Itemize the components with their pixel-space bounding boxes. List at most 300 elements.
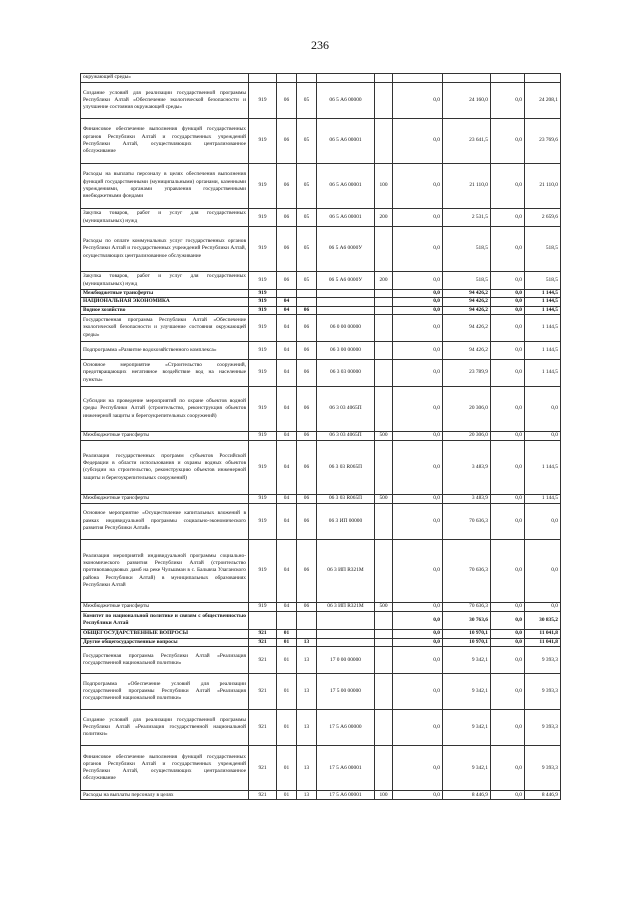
cell-expense-type — [375, 74, 393, 83]
cell-description: ОБЩЕГОСУДАРСТВЕННЫЕ ВОПРОСЫ — [81, 629, 249, 638]
cell-expense-type — [375, 647, 393, 674]
table-row — [81, 386, 561, 431]
cell-subsection: 13 — [297, 647, 317, 674]
table-row — [81, 602, 561, 611]
cell-description: Субсидии на проведение мероприятий по охране объектов водной среды Республики Алтай (строительство, реконструкция объектов инженерной защиты и берегоукрепительных сооружений) — [81, 386, 249, 431]
cell-subsection — [297, 290, 317, 298]
cell-amount-3: 0,0 — [491, 440, 525, 494]
cell-ministry-code: 919 — [249, 386, 277, 431]
cell-amount-4: 1 144,5 — [525, 341, 561, 359]
cell-description: Основное мероприятие «Строительство сооружений, предотвращающих негативное воздействие вод на населенные пункты» — [81, 359, 249, 386]
cell-amount-1: 0,0 — [393, 83, 443, 119]
cell-amount-1: 0,0 — [393, 290, 443, 298]
cell-amount-3: 0,0 — [491, 164, 525, 209]
cell-amount-2: 20 306,0 — [443, 386, 491, 431]
cell-amount-2: 94 426,2 — [443, 341, 491, 359]
table-row — [81, 746, 561, 791]
cell-amount-3: 0,0 — [491, 791, 525, 800]
cell-expense-type: 500 — [375, 494, 393, 503]
cell-amount-2: 30 763,6 — [443, 611, 491, 629]
cell-expense-type: 200 — [375, 272, 393, 290]
cell-subsection — [297, 629, 317, 638]
cell-subsection: 06 — [297, 494, 317, 503]
cell-ministry-code: 919 — [249, 164, 277, 209]
cell-amount-3: 0,0 — [491, 674, 525, 710]
table-row — [81, 710, 561, 746]
cell-expense-type — [375, 674, 393, 710]
table-row — [81, 164, 561, 209]
cell-amount-3: 0,0 — [491, 602, 525, 611]
table-row — [81, 791, 561, 800]
cell-section: 06 — [277, 209, 297, 227]
table-row — [81, 674, 561, 710]
cell-description: Межбюджетные трансферты — [81, 431, 249, 440]
cell-description: Государственная программа Республики Алтай «Обеспечение экологической безопасности и улучшение состояния окружающей среды» — [81, 314, 249, 341]
cell-amount-4: 0,0 — [525, 539, 561, 602]
cell-ministry-code: 919 — [249, 359, 277, 386]
cell-section: 01 — [277, 629, 297, 638]
cell-subsection — [297, 298, 317, 306]
cell-section: 04 — [277, 298, 297, 306]
cell-subsection: 13 — [297, 746, 317, 791]
cell-description: Подпрограмма «Развитие водохозяйственного комплекса» — [81, 341, 249, 359]
cell-amount-1 — [393, 74, 443, 83]
cell-amount-4: 2 659,6 — [525, 209, 561, 227]
table-row — [81, 119, 561, 164]
cell-amount-3: 0,0 — [491, 314, 525, 341]
table-row — [81, 74, 561, 83]
cell-amount-3: 0,0 — [491, 359, 525, 386]
cell-section: 04 — [277, 341, 297, 359]
cell-section: 04 — [277, 314, 297, 341]
cell-amount-1: 0,0 — [393, 359, 443, 386]
cell-amount-2 — [443, 74, 491, 83]
cell-target-article — [317, 638, 375, 646]
cell-amount-1: 0,0 — [393, 746, 443, 791]
cell-target-article — [317, 611, 375, 629]
cell-expense-type: 100 — [375, 164, 393, 209]
cell-section: 06 — [277, 83, 297, 119]
cell-amount-2: 9 342,1 — [443, 647, 491, 674]
cell-amount-4: 21 110,0 — [525, 164, 561, 209]
cell-expense-type — [375, 227, 393, 272]
cell-amount-4: 0,0 — [525, 602, 561, 611]
cell-ministry-code: 919 — [249, 209, 277, 227]
cell-amount-1: 0,0 — [393, 298, 443, 306]
cell-amount-1: 0,0 — [393, 539, 443, 602]
cell-section: 01 — [277, 710, 297, 746]
cell-expense-type: 500 — [375, 602, 393, 611]
cell-amount-1: 0,0 — [393, 119, 443, 164]
cell-amount-4: 9 393,3 — [525, 746, 561, 791]
cell-amount-3: 0,0 — [491, 209, 525, 227]
cell-amount-2: 10 970,1 — [443, 638, 491, 646]
cell-target-article — [317, 290, 375, 298]
cell-amount-2: 23 789,9 — [443, 359, 491, 386]
page-number: 236 — [311, 38, 329, 52]
cell-section: 04 — [277, 494, 297, 503]
cell-amount-2: 10 970,1 — [443, 629, 491, 638]
cell-subsection: 13 — [297, 710, 317, 746]
cell-amount-1: 0,0 — [393, 272, 443, 290]
cell-description: Водное хозяйство — [81, 306, 249, 314]
table-row — [81, 494, 561, 503]
cell-amount-4: 1 144,5 — [525, 306, 561, 314]
cell-expense-type — [375, 629, 393, 638]
cell-expense-type — [375, 341, 393, 359]
cell-description: Межбюджетные трансферты — [81, 290, 249, 298]
cell-target-article: 17 5 А6 00001 — [317, 791, 375, 800]
cell-amount-1: 0,0 — [393, 629, 443, 638]
table-row — [81, 440, 561, 494]
cell-description: НАЦИОНАЛЬНАЯ ЭКОНОМИКА — [81, 298, 249, 306]
cell-amount-2: 94 426,2 — [443, 298, 491, 306]
cell-target-article: 06 3 03 4065П — [317, 431, 375, 440]
cell-subsection: 05 — [297, 209, 317, 227]
cell-amount-2: 94 426,2 — [443, 314, 491, 341]
cell-amount-4: 0,0 — [525, 503, 561, 539]
budget-table — [80, 73, 561, 800]
cell-subsection: 06 — [297, 503, 317, 539]
cell-amount-3: 0,0 — [491, 746, 525, 791]
cell-ministry-code: 921 — [249, 791, 277, 800]
cell-expense-type: 500 — [375, 431, 393, 440]
cell-amount-4: 1 144,5 — [525, 298, 561, 306]
cell-amount-1: 0,0 — [393, 503, 443, 539]
cell-amount-1: 0,0 — [393, 227, 443, 272]
cell-expense-type — [375, 746, 393, 791]
cell-amount-3: 0,0 — [491, 503, 525, 539]
cell-amount-3: 0,0 — [491, 272, 525, 290]
cell-amount-4: 1 144,5 — [525, 314, 561, 341]
cell-section: 04 — [277, 440, 297, 494]
cell-subsection: 06 — [297, 602, 317, 611]
cell-description: Межбюджетные трансферты — [81, 494, 249, 503]
cell-amount-3: 0,0 — [491, 306, 525, 314]
cell-description: Расходы на выплаты персоналу в целях обеспечения выполнения функций государственными (муниципальными) органами, казенными учреждениями, органами управления государственными внебюджетными фондами — [81, 164, 249, 209]
cell-expense-type: 200 — [375, 209, 393, 227]
cell-amount-1: 0,0 — [393, 674, 443, 710]
cell-expense-type — [375, 290, 393, 298]
cell-ministry-code: 919 — [249, 503, 277, 539]
cell-target-article: 06 3 03 00000 — [317, 359, 375, 386]
cell-subsection: 05 — [297, 164, 317, 209]
cell-expense-type — [375, 710, 393, 746]
table-row — [81, 341, 561, 359]
cell-subsection: 06 — [297, 386, 317, 431]
cell-amount-2: 70 636,3 — [443, 503, 491, 539]
cell-ministry-code: 919 — [249, 539, 277, 602]
cell-amount-3: 0,0 — [491, 290, 525, 298]
cell-subsection: 05 — [297, 272, 317, 290]
table-row — [81, 83, 561, 119]
cell-amount-2: 21 110,0 — [443, 164, 491, 209]
cell-amount-3: 0,0 — [491, 629, 525, 638]
cell-expense-type — [375, 611, 393, 629]
cell-amount-4: 11 041,8 — [525, 638, 561, 646]
cell-ministry-code: 919 — [249, 298, 277, 306]
cell-amount-1: 0,0 — [393, 611, 443, 629]
cell-amount-3: 0,0 — [491, 638, 525, 646]
cell-amount-1: 0,0 — [393, 494, 443, 503]
cell-expense-type — [375, 638, 393, 646]
cell-amount-2: 2 531,5 — [443, 209, 491, 227]
cell-subsection: 06 — [297, 341, 317, 359]
cell-amount-3: 0,0 — [491, 539, 525, 602]
cell-target-article: 06 5 А6 00001 — [317, 119, 375, 164]
cell-target-article: 06 5 А6 00001 — [317, 209, 375, 227]
cell-section: 04 — [277, 602, 297, 611]
table-row — [81, 306, 561, 314]
cell-amount-2: 20 306,0 — [443, 431, 491, 440]
cell-target-article: 06 3 00 00000 — [317, 341, 375, 359]
cell-ministry-code: 921 — [249, 674, 277, 710]
cell-ministry-code: 921 — [249, 629, 277, 638]
cell-amount-4: 9 393,3 — [525, 710, 561, 746]
cell-section: 01 — [277, 746, 297, 791]
cell-expense-type — [375, 503, 393, 539]
cell-subsection: 05 — [297, 227, 317, 272]
cell-description: Создание условий для реализации государственной программы Республики Алтай «Реализация государственной национальной политики» — [81, 710, 249, 746]
cell-description: Основное мероприятие «Осуществление капитальных вложений в рамках индивидуальной программы социально-экономического развития Республики Алтай» — [81, 503, 249, 539]
cell-expense-type — [375, 359, 393, 386]
cell-target-article: 06 0 00 00000 — [317, 314, 375, 341]
cell-target-article: 06 5 А6 00001 — [317, 164, 375, 209]
cell-description: Межбюджетные трансферты — [81, 602, 249, 611]
cell-target-article: 06 3 ИП R321М — [317, 602, 375, 611]
cell-expense-type — [375, 83, 393, 119]
cell-description: Расходы по оплате коммунальных услуг государственных органов Республики Алтай и государственных учреждений Республики Алтай, осуществляющих централизованное обслуживание — [81, 227, 249, 272]
table-row — [81, 638, 561, 646]
cell-target-article — [317, 306, 375, 314]
cell-amount-2: 70 636,3 — [443, 602, 491, 611]
cell-target-article: 06 3 03 R065П — [317, 494, 375, 503]
cell-amount-4: 518,5 — [525, 272, 561, 290]
cell-amount-1: 0,0 — [393, 341, 443, 359]
cell-expense-type — [375, 386, 393, 431]
cell-amount-4: 11 041,8 — [525, 629, 561, 638]
cell-amount-2: 8 446,9 — [443, 791, 491, 800]
cell-subsection: 05 — [297, 119, 317, 164]
cell-amount-2: 9 342,1 — [443, 746, 491, 791]
cell-section: 01 — [277, 638, 297, 646]
cell-ministry-code: 919 — [249, 83, 277, 119]
cell-subsection: 06 — [297, 440, 317, 494]
cell-amount-1: 0,0 — [393, 164, 443, 209]
cell-amount-4: 30 835,2 — [525, 611, 561, 629]
cell-ministry-code: 919 — [249, 290, 277, 298]
cell-section: 04 — [277, 431, 297, 440]
cell-amount-1: 0,0 — [393, 314, 443, 341]
cell-section: 06 — [277, 272, 297, 290]
cell-amount-1: 0,0 — [393, 710, 443, 746]
cell-section: 01 — [277, 647, 297, 674]
cell-description: Другие общегосударственные вопросы — [81, 638, 249, 646]
cell-amount-2: 70 636,3 — [443, 539, 491, 602]
cell-amount-3: 0,0 — [491, 227, 525, 272]
cell-description: Реализация мероприятий индивидуальной программы социально-экономического развития Республики Алтай (строительство противопаводковых дамб на реке Чульшман в с. Балыкча Улаганского района Республики Алтай) в муниципальных образованиях Республики Алтай — [81, 539, 249, 602]
cell-amount-1: 0,0 — [393, 791, 443, 800]
cell-amount-4: 0,0 — [525, 431, 561, 440]
cell-amount-2: 9 342,1 — [443, 674, 491, 710]
cell-amount-2: 3 483,9 — [443, 494, 491, 503]
table-row — [81, 629, 561, 638]
cell-subsection: 06 — [297, 539, 317, 602]
cell-expense-type — [375, 298, 393, 306]
cell-amount-4: 23 769,6 — [525, 119, 561, 164]
cell-section: 04 — [277, 386, 297, 431]
cell-amount-4: 9 393,3 — [525, 647, 561, 674]
cell-target-article: 17 5 00 00000 — [317, 674, 375, 710]
cell-amount-1: 0,0 — [393, 386, 443, 431]
cell-section: 04 — [277, 306, 297, 314]
cell-amount-2: 23 641,5 — [443, 119, 491, 164]
cell-amount-3: 0,0 — [491, 386, 525, 431]
cell-description: Финансовое обеспечение выполнения функций государственных органов Республики Алтай и государственных учреждений Республики Алтай, осуществляющих централизованное обслуживание — [81, 746, 249, 791]
cell-expense-type — [375, 119, 393, 164]
cell-target-article — [317, 298, 375, 306]
cell-ministry-code: 919 — [249, 602, 277, 611]
cell-amount-2: 518,5 — [443, 227, 491, 272]
table-row — [81, 503, 561, 539]
table-row — [81, 272, 561, 290]
cell-description: Комитет по национальной политике и связям с общественностью Республики Алтай — [81, 611, 249, 629]
cell-target-article: 06 3 ИП R321М — [317, 539, 375, 602]
cell-amount-4: 1 144,5 — [525, 440, 561, 494]
cell-amount-1: 0,0 — [393, 306, 443, 314]
cell-target-article — [317, 74, 375, 83]
cell-subsection: 06 — [297, 314, 317, 341]
cell-expense-type: 100 — [375, 791, 393, 800]
cell-description: Создание условий для реализации государственной программы Республики Алтай «Обеспечение экологической безопасности и улучшение состояния окружающей среды» — [81, 83, 249, 119]
cell-amount-3: 0,0 — [491, 647, 525, 674]
cell-amount-2: 24 160,0 — [443, 83, 491, 119]
cell-amount-4: 1 144,5 — [525, 290, 561, 298]
cell-description: Закупка товаров, работ и услуг для государственных (муниципальных) нужд — [81, 272, 249, 290]
cell-amount-3: 0,0 — [491, 83, 525, 119]
cell-target-article — [317, 629, 375, 638]
cell-description: Подпрограмма «Обеспечение условий для реализации государственной программы Республики Алтай «Реализация государственной национальной политики» — [81, 674, 249, 710]
table-row — [81, 431, 561, 440]
cell-target-article: 17 5 А6 00000 — [317, 710, 375, 746]
cell-section: 04 — [277, 359, 297, 386]
cell-amount-1: 0,0 — [393, 209, 443, 227]
cell-description: Расходы на выплаты персоналу в целях — [81, 791, 249, 800]
cell-ministry-code: 919 — [249, 440, 277, 494]
cell-amount-4: 24 208,1 — [525, 83, 561, 119]
cell-ministry-code: 921 — [249, 746, 277, 791]
cell-subsection: 06 — [297, 431, 317, 440]
cell-ministry-code: 919 — [249, 306, 277, 314]
cell-amount-4: 8 446,9 — [525, 791, 561, 800]
cell-amount-2: 94 426,2 — [443, 306, 491, 314]
cell-target-article: 06 5 А6 0000У — [317, 272, 375, 290]
cell-section: 06 — [277, 227, 297, 272]
cell-ministry-code: 919 — [249, 341, 277, 359]
cell-ministry-code: 919 — [249, 431, 277, 440]
cell-amount-3: 0,0 — [491, 298, 525, 306]
cell-section: 06 — [277, 119, 297, 164]
table-row — [81, 227, 561, 272]
cell-amount-3: 0,0 — [491, 341, 525, 359]
cell-amount-3: 0,0 — [491, 431, 525, 440]
cell-subsection — [297, 74, 317, 83]
cell-amount-3: 0,0 — [491, 119, 525, 164]
cell-subsection: 13 — [297, 791, 317, 800]
table-row — [81, 647, 561, 674]
cell-amount-3: 0,0 — [491, 710, 525, 746]
cell-section: 06 — [277, 164, 297, 209]
table-row — [81, 611, 561, 629]
cell-amount-3 — [491, 74, 525, 83]
cell-amount-1: 0,0 — [393, 647, 443, 674]
table-row — [81, 209, 561, 227]
cell-description: Финансовое обеспечение выполнения функций государственных органов Республики Алтай и государственных учреждений Республики Алтай, осуществляющих централизованное обслуживание — [81, 119, 249, 164]
cell-ministry-code: 919 — [249, 227, 277, 272]
cell-description: Закупка товаров, работ и услуг для государственных (муниципальных) нужд — [81, 209, 249, 227]
cell-amount-1: 0,0 — [393, 638, 443, 646]
cell-amount-2: 94 426,2 — [443, 290, 491, 298]
cell-target-article: 06 5 А6 00000 — [317, 83, 375, 119]
cell-amount-4: 9 393,3 — [525, 674, 561, 710]
cell-amount-1: 0,0 — [393, 602, 443, 611]
cell-description: Реализация государственных программ субъектов Российской Федерации в области использования и охраны водных объектов (субсидии на строительство, реконструкцию объектов инженерной защиты и берегоукрепительных сооружений) — [81, 440, 249, 494]
cell-amount-4: 0,0 — [525, 386, 561, 431]
cell-description: Государственная программа Республики Алтай «Реализация государственной национальной политики» — [81, 647, 249, 674]
cell-amount-1: 0,0 — [393, 440, 443, 494]
cell-amount-3: 0,0 — [491, 494, 525, 503]
table-row — [81, 359, 561, 386]
cell-ministry-code — [249, 611, 277, 629]
cell-subsection: 06 — [297, 359, 317, 386]
cell-ministry-code: 919 — [249, 119, 277, 164]
cell-target-article: 17 5 А6 00001 — [317, 746, 375, 791]
cell-section — [277, 74, 297, 83]
cell-amount-2: 9 342,1 — [443, 710, 491, 746]
cell-expense-type — [375, 306, 393, 314]
cell-ministry-code: 919 — [249, 314, 277, 341]
cell-target-article: 17 0 00 00000 — [317, 647, 375, 674]
cell-amount-4: 1 144,5 — [525, 494, 561, 503]
cell-expense-type — [375, 440, 393, 494]
cell-ministry-code — [249, 74, 277, 83]
cell-amount-1: 0,0 — [393, 431, 443, 440]
cell-description: окружающей среды» — [81, 74, 249, 83]
cell-subsection: 06 — [297, 306, 317, 314]
cell-target-article: 06 3 03 4065П — [317, 386, 375, 431]
cell-ministry-code: 921 — [249, 647, 277, 674]
table-row — [81, 539, 561, 602]
cell-section: 01 — [277, 674, 297, 710]
cell-subsection: 05 — [297, 83, 317, 119]
cell-amount-4 — [525, 74, 561, 83]
cell-amount-3: 0,0 — [491, 611, 525, 629]
cell-subsection — [297, 611, 317, 629]
cell-ministry-code: 921 — [249, 638, 277, 646]
cell-amount-4: 1 144,5 — [525, 359, 561, 386]
cell-expense-type — [375, 314, 393, 341]
cell-target-article: 06 5 А6 0000У — [317, 227, 375, 272]
cell-target-article: 06 3 03 R065П — [317, 440, 375, 494]
cell-subsection: 13 — [297, 638, 317, 646]
cell-expense-type — [375, 539, 393, 602]
cell-amount-2: 518,5 — [443, 272, 491, 290]
table-row — [81, 314, 561, 341]
cell-section: 04 — [277, 539, 297, 602]
table-row — [81, 290, 561, 298]
cell-amount-4: 518,5 — [525, 227, 561, 272]
cell-section: 04 — [277, 503, 297, 539]
